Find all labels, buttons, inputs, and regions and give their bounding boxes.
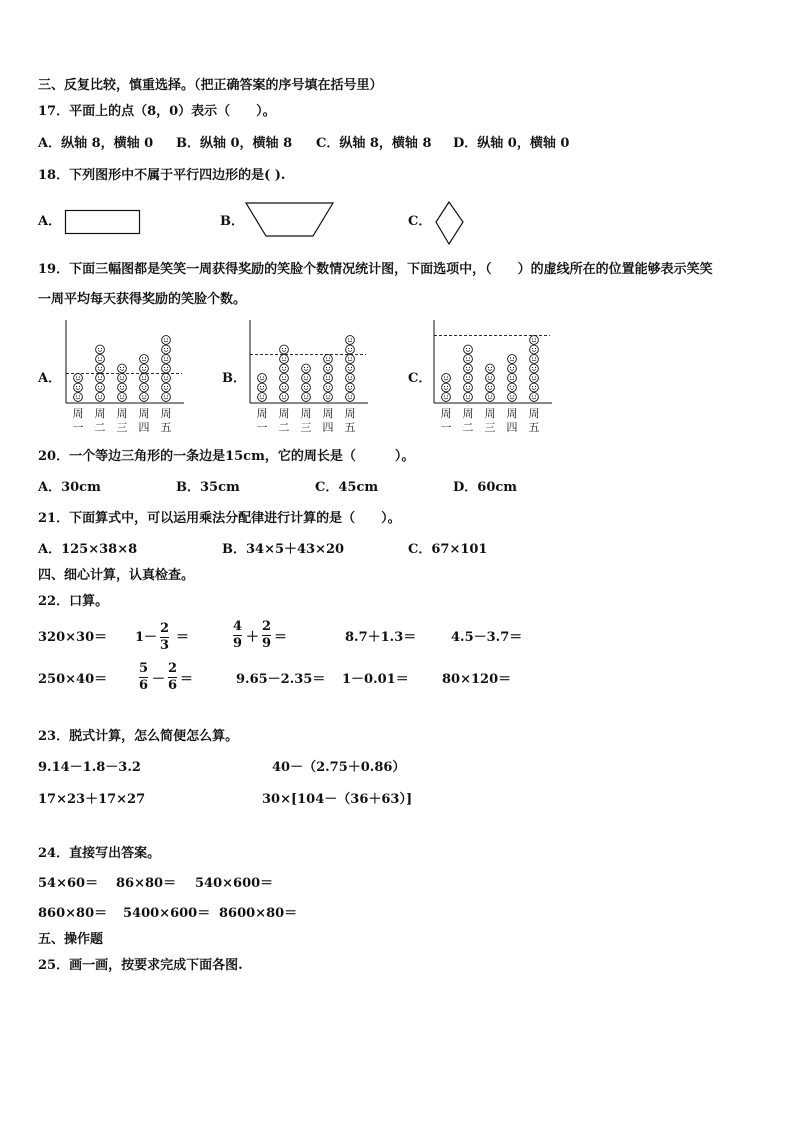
day-label-bottom: 一 [256,421,268,434]
smiley-face-icon [530,364,539,373]
q21-option-c[interactable]: C．67×101 [408,542,488,557]
q17-option-d[interactable]: D．纵轴 0，横轴 0 [453,136,570,151]
smiley-face-icon [280,393,289,402]
smiley-face-icon [280,383,289,392]
calc-item: 30×[104－（36＋63）] [262,792,413,807]
calc-item: 54×60＝ [38,876,99,891]
smiley-face-icon [280,345,289,354]
day-label-bottom: 二 [94,421,106,434]
numerator: 5 [139,661,149,676]
smiley-face-icon [324,374,333,383]
fraction [262,620,271,651]
smiley-face-icon [346,364,355,373]
section-heading: 四、细心计算，认真检查。 [38,568,195,583]
day-label-bottom: 五 [528,421,540,434]
smiley-face-icon [530,355,539,364]
question-23-stem: 23．脱式计算，怎么简便怎么算。 [38,729,239,744]
smiley-face-icon [346,374,355,383]
q20-option-d[interactable]: D．60cm [453,480,518,495]
question-24-stem: 24．直接写出答案。 [38,846,161,861]
oral-calc-item: 1－0.01＝ [342,672,409,687]
numerator: 2 [160,621,170,636]
smiley-face-icon [508,383,517,392]
day-label-top: 周 [300,407,312,420]
smiley-face-icon [162,364,171,373]
day-label-bottom: 一 [440,421,452,434]
smiley-chart-a [60,318,190,436]
q21-option-a[interactable]: A．125×38×8 [38,542,138,557]
oral-calc-item: 80×120＝ [442,672,512,687]
fraction [139,662,148,693]
q18-option-c[interactable]: C． [408,214,432,229]
smiley-face-icon [508,355,517,364]
smiley-face-icon [140,364,149,373]
day-label-top: 周 [440,407,452,420]
smiley-face-icon [464,393,473,402]
smiley-face-icon [324,383,333,392]
denominator: 6 [168,678,178,693]
smiley-face-icon [442,374,451,383]
smiley-face-icon [258,374,267,383]
denominator: 9 [233,636,243,651]
smiley-face-icon [140,393,149,402]
day-label-top: 周 [344,407,356,420]
question-19-stem-line1: 19．下面三幅图都是笑笑一周获得奖励的笑脸个数情况统计图，下面选项中，（ ）的虚线所在的位置能够表示笑笑 [38,262,713,277]
smiley-face-icon [162,393,171,402]
smiley-face-icon [96,393,105,402]
smiley-face-icon [530,345,539,354]
smiley-face-icon [258,393,267,402]
day-label-top: 周 [484,407,496,420]
equals-sign: ＝ [274,630,288,645]
fraction [168,662,177,693]
smiley-face-icon [464,383,473,392]
question-22-stem: 22．口算。 [38,594,109,609]
smiley-face-icon [302,383,311,392]
q19-option-b[interactable]: B． [222,371,246,386]
oral-calc-item: 1－ [135,630,158,645]
calc-item: 5400×600＝ [123,906,211,921]
q18-option-a[interactable]: A． [38,214,62,229]
q19-option-a[interactable]: A． [38,371,62,386]
denominator: 3 [160,638,170,653]
question-20-stem: 20．一个等边三角形的一条边是15cm，它的周长是（ ）。 [38,449,415,464]
fraction [233,620,242,651]
smiley-face-icon [486,383,495,392]
denominator: 6 [139,678,149,693]
smiley-face-icon [530,383,539,392]
day-label-bottom: 二 [462,421,474,434]
smiley-face-icon [96,364,105,373]
day-label-bottom: 五 [160,421,172,434]
smiley-face-icon [346,383,355,392]
smiley-face-icon [162,374,171,383]
smiley-face-icon [346,393,355,402]
smiley-face-icon [96,355,105,364]
trapezoid-icon [244,201,336,239]
day-label-top: 周 [160,407,172,420]
smiley-face-icon [464,345,473,354]
smiley-face-icon [324,355,333,364]
smiley-face-icon [346,355,355,364]
equals-sign: ＝ [180,672,194,687]
smiley-face-icon [508,393,517,402]
smiley-face-icon [118,383,127,392]
operator: － [152,672,166,687]
smiley-face-icon [508,364,517,373]
day-label-bottom: 一 [72,421,84,434]
oral-calc-item: 9.65－2.35＝ [236,672,326,687]
q20-option-a[interactable]: A．30cm [38,480,101,495]
question-18-stem: 18．下列图形中不属于平行四边形的是( ). [38,168,286,183]
q20-option-b[interactable]: B．35cm [176,480,240,495]
smiley-face-icon [74,374,83,383]
smiley-face-icon [162,355,171,364]
oral-calc-item: 4.5－3.7＝ [451,630,523,645]
smiley-face-icon [486,393,495,402]
day-label-bottom: 四 [322,421,334,434]
q19-option-c[interactable]: C． [408,371,432,386]
smiley-face-icon [486,364,495,373]
smiley-face-icon [324,364,333,373]
smiley-face-icon [464,364,473,373]
smiley-chart-b [244,318,374,436]
smiley-face-icon [118,364,127,373]
numerator: 2 [262,619,272,634]
smiley-face-icon [162,345,171,354]
smiley-face-icon [96,374,105,383]
day-label-bottom: 二 [278,421,290,434]
equals-sign: ＝ [176,630,190,645]
smiley-face-icon [346,336,355,345]
smiley-face-icon [74,393,83,402]
smiley-face-icon [464,374,473,383]
day-label-top: 周 [116,407,128,420]
smiley-face-icon [96,345,105,354]
calc-item: 860×80＝ [38,906,108,921]
smiley-face-icon [140,383,149,392]
day-label-bottom: 四 [138,421,150,434]
day-label-top: 周 [72,407,84,420]
day-label-top: 周 [462,407,474,420]
q18-option-b[interactable]: B． [220,214,244,229]
smiley-face-icon [302,374,311,383]
day-label-top: 周 [278,407,290,420]
rhombus-icon [434,200,466,246]
smiley-face-icon [162,336,171,345]
smiley-face-icon [486,374,495,383]
oral-calc-item: 320×30＝ [38,630,108,645]
numerator: 2 [168,661,178,676]
denominator: 9 [262,636,272,651]
day-label-top: 周 [138,407,150,420]
question-25-stem: 25．画一画，按要求完成下面各图. [38,958,243,973]
smiley-face-icon [302,393,311,402]
day-label-bottom: 三 [300,421,312,434]
smiley-face-icon [442,393,451,402]
day-label-bottom: 四 [506,421,518,434]
q17-option-c[interactable]: C．纵轴 8，横轴 8 [316,136,432,151]
smiley-chart-c [428,318,558,436]
oral-calc-item: 8.7＋1.3＝ [345,630,417,645]
calc-item: 40－（2.75＋0.86） [272,760,406,775]
q17-option-b[interactable]: B．纵轴 0，横轴 8 [176,136,293,151]
smiley-face-icon [530,393,539,402]
smiley-face-icon [280,374,289,383]
smiley-face-icon [118,393,127,402]
question-19-stem-line2: 一周平均每天获得奖励的笑脸个数。 [38,292,247,307]
smiley-face-icon [140,374,149,383]
smiley-face-icon [280,355,289,364]
smiley-face-icon [508,374,517,383]
smiley-face-icon [324,393,333,402]
calc-item: 17×23＋17×27 [38,792,146,807]
day-label-bottom: 五 [344,421,356,434]
rectangle-icon [64,209,144,237]
smiley-face-icon [118,374,127,383]
calc-item: 86×80＝ [116,876,177,891]
smiley-face-icon [162,383,171,392]
smiley-face-icon [280,364,289,373]
numerator: 4 [233,619,243,634]
q21-option-b[interactable]: B．34×5＋43×20 [222,542,345,557]
smiley-face-icon [346,345,355,354]
day-label-top: 周 [256,407,268,420]
smiley-face-icon [464,355,473,364]
question-17-stem: 17．平面上的点（8，0）表示（ ）。 [38,104,276,119]
smiley-face-icon [96,383,105,392]
day-label-top: 周 [322,407,334,420]
smiley-face-icon [140,355,149,364]
smiley-face-icon [258,383,267,392]
day-label-top: 周 [94,407,106,420]
section-heading: 三、反复比较，慎重选择。（把正确答案的序号填在括号里） [38,78,383,93]
smiley-face-icon [74,383,83,392]
q17-option-a[interactable]: A．纵轴 8，横轴 0 [38,136,154,151]
oral-calc-item: 250×40＝ [38,672,108,687]
section-heading: 五、操作题 [38,932,104,947]
smiley-face-icon [530,374,539,383]
day-label-bottom: 三 [116,421,128,434]
day-label-bottom: 三 [484,421,496,434]
q20-option-c[interactable]: C．45cm [315,480,379,495]
calc-item: 9.14－1.8－3.2 [38,760,141,775]
calc-item: 540×600＝ [195,876,274,891]
calc-item: 8600×80＝ [219,906,298,921]
day-label-top: 周 [506,407,518,420]
smiley-face-icon [530,336,539,345]
smiley-face-icon [442,383,451,392]
operator: ＋ [246,630,260,645]
smiley-face-icon [302,364,311,373]
fraction [160,622,169,653]
question-21-stem: 21．下面算式中，可以运用乘法分配律进行计算的是（ ）。 [38,511,401,526]
day-label-top: 周 [528,407,540,420]
